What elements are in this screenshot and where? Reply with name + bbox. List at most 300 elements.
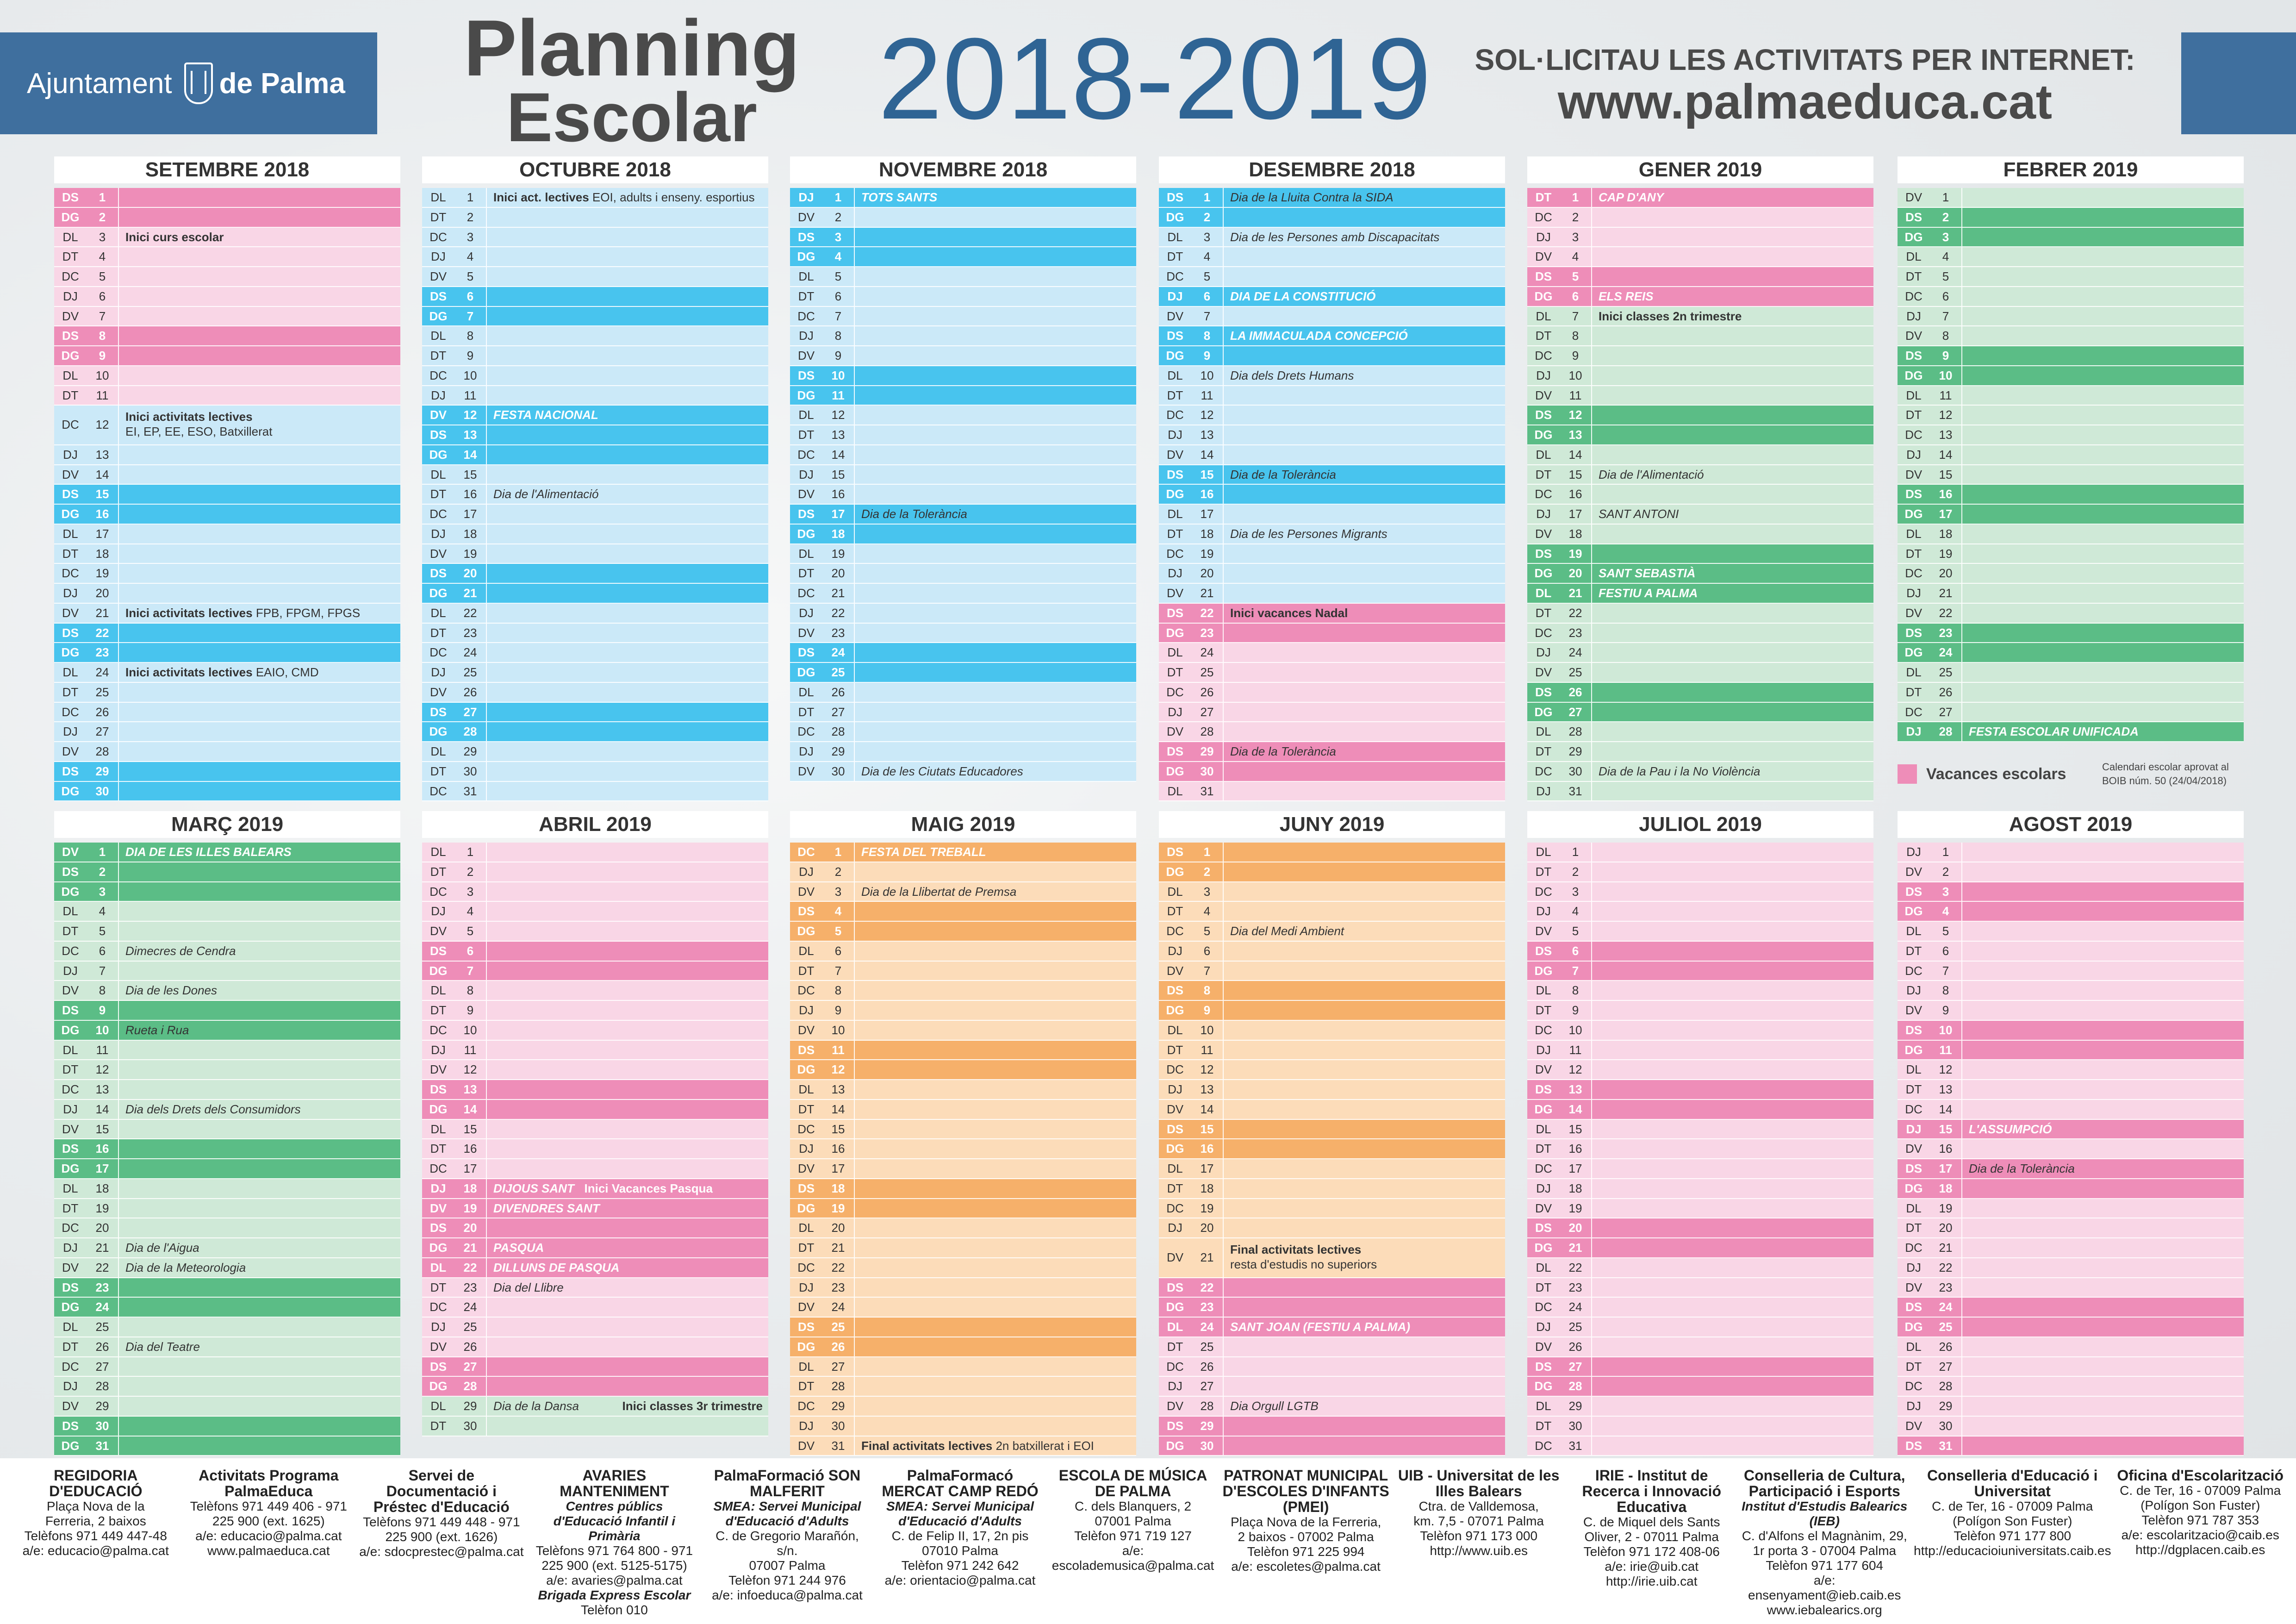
weekday: DS — [1535, 546, 1552, 561]
day-event — [1962, 287, 2244, 306]
day-number: 17 — [87, 1159, 119, 1178]
day-number: 17 — [1930, 1159, 1962, 1178]
day-event — [1224, 624, 1505, 643]
day-event — [487, 326, 768, 345]
day-number: 18 — [822, 1179, 855, 1198]
day-event — [119, 922, 400, 941]
day-event — [855, 922, 1136, 941]
day-row — [1898, 882, 2244, 902]
day-event — [119, 307, 400, 326]
weekday: DJ — [63, 1379, 78, 1393]
day-event — [1224, 1437, 1505, 1455]
day-event — [1592, 1417, 1873, 1436]
day-row — [790, 1218, 1136, 1238]
weekday: DL — [1536, 1260, 1551, 1274]
day-number: 11 — [822, 1041, 855, 1060]
day-number: 16 — [1560, 1139, 1592, 1158]
weekday: DL — [798, 408, 814, 422]
contact-line: a/e: orientacio@palma.cat — [884, 1573, 1036, 1587]
day-event — [1962, 366, 2244, 385]
weekday: DV — [1166, 1250, 1184, 1264]
day-row — [422, 228, 768, 248]
day-event — [1592, 1218, 1873, 1237]
day-event — [1592, 1159, 1873, 1178]
contact-line: http://dgplacen.caib.es — [2135, 1543, 2265, 1557]
day-row — [1898, 247, 2244, 267]
day-event — [1962, 1397, 2244, 1416]
weekday: DT — [1905, 546, 1922, 561]
day-event — [487, 1139, 768, 1158]
day-row — [1159, 1179, 1505, 1199]
day-number: 25 — [87, 1318, 119, 1337]
day-number: 21 — [454, 584, 487, 603]
weekday: DJ — [1168, 1221, 1182, 1235]
day-number: 29 — [822, 1397, 855, 1416]
day-event: Inici act. lectives EOI, adults i enseny. esportius — [493, 190, 755, 204]
day-number: 6 — [1560, 942, 1592, 961]
day-row — [422, 742, 768, 762]
day-number: 16 — [1930, 1139, 1962, 1158]
day-event: Dia de l'Alimentació — [1599, 467, 1704, 481]
day-number: 21 — [1560, 1238, 1592, 1257]
day-number: 21 — [1930, 1238, 1962, 1257]
weekday: DC — [62, 566, 79, 581]
weekday: DL — [1535, 586, 1552, 600]
weekday: DJ — [1536, 784, 1551, 798]
contact-line: Oliver, 2 - 07011 Palma — [1584, 1530, 1719, 1544]
day-number: 27 — [1191, 1377, 1224, 1396]
day-event — [119, 1357, 400, 1376]
day-event — [855, 228, 1136, 247]
day-number: 11 — [87, 386, 119, 405]
website-link[interactable]: www.palmaeduca.cat — [1557, 75, 2053, 129]
day-number: 18 — [1191, 525, 1224, 543]
day-row — [1527, 1100, 1873, 1120]
day-row — [422, 683, 768, 703]
day-number: 9 — [822, 346, 855, 365]
contact-title: IRIE - Institut de Recerca i Innovació Educativa — [1582, 1467, 1721, 1515]
day-event: Dia de la Tolerància — [1230, 467, 1336, 481]
weekday: DC — [62, 1082, 79, 1096]
day-row — [1898, 962, 2244, 981]
weekday: DS — [797, 1181, 815, 1195]
day-number: 10 — [1191, 1021, 1224, 1040]
day-row — [790, 1159, 1136, 1179]
day-row — [422, 188, 768, 208]
day-row — [1527, 386, 1873, 406]
day-row — [1527, 366, 1873, 386]
day-event — [855, 1258, 1136, 1277]
day-number: 22 — [87, 624, 119, 643]
day-event — [119, 782, 400, 801]
month-desembre-2018 — [1159, 156, 1505, 801]
weekday: DS — [1166, 1280, 1184, 1294]
day-number: 27 — [1930, 1357, 1962, 1376]
day-event — [487, 267, 768, 286]
weekday: DV — [1905, 1142, 1923, 1156]
weekday: DG — [429, 309, 448, 323]
weekday: DC — [1905, 1241, 1923, 1255]
contact-line: (Polígon Son Fuster) — [2140, 1498, 2260, 1512]
weekday: DC — [797, 1122, 815, 1136]
day-event — [1962, 465, 2244, 484]
day-row — [422, 624, 768, 643]
weekday: DC — [797, 1399, 815, 1413]
day-event — [1592, 1001, 1873, 1020]
day-number: 3 — [454, 228, 487, 247]
day-number: 1 — [822, 843, 855, 862]
day-row — [1527, 1337, 1873, 1357]
day-row — [1898, 1001, 2244, 1021]
day-event — [855, 643, 1136, 662]
weekday: DT — [62, 1062, 79, 1077]
day-number: 30 — [822, 1417, 855, 1436]
day-event: Dia de la Dansa Inici classes 3r trimestre — [493, 1399, 763, 1413]
day-number: 1 — [1930, 188, 1962, 207]
day-row — [54, 287, 400, 307]
day-event — [119, 584, 400, 603]
day-row — [1159, 782, 1505, 802]
weekday: DC — [62, 1359, 79, 1374]
weekday: DL — [1536, 1399, 1551, 1413]
day-row — [1898, 544, 2244, 564]
contact-line: a/e: avaries@palma.cat — [546, 1573, 683, 1587]
day-row — [790, 1179, 1136, 1199]
day-event — [1962, 1179, 2244, 1198]
day-event — [1592, 544, 1873, 563]
day-row — [1159, 1060, 1505, 1080]
day-number: 23 — [822, 624, 855, 643]
day-number: 16 — [822, 1139, 855, 1158]
day-number: 17 — [87, 525, 119, 543]
day-number: 2 — [454, 208, 487, 227]
day-event — [487, 1060, 768, 1079]
day-number: 21 — [822, 1238, 855, 1257]
day-event — [487, 247, 768, 266]
day-row — [790, 1377, 1136, 1397]
footer-contact — [2114, 1468, 2287, 1624]
day-number: 10 — [822, 366, 855, 385]
day-number: 28 — [822, 1377, 855, 1396]
day-event — [1962, 1199, 2244, 1218]
weekday: DJ — [1168, 428, 1182, 442]
weekday: DV — [1535, 665, 1552, 679]
day-number: 22 — [822, 1258, 855, 1277]
day-event — [487, 307, 768, 326]
weekday: DG — [797, 1062, 815, 1077]
weekday: DJ — [1168, 943, 1182, 958]
weekday: DC — [797, 447, 815, 462]
weekday: DC — [1905, 963, 1923, 978]
day-row — [54, 228, 400, 248]
weekday: DJ — [1906, 1399, 1921, 1413]
month-title: SETEMBRE 2018 — [54, 156, 400, 183]
day-event — [1592, 722, 1873, 741]
day-event — [1592, 326, 1873, 345]
day-number: 5 — [454, 922, 487, 941]
weekday: DT — [1167, 526, 1183, 541]
day-row — [1898, 1337, 2244, 1357]
weekday: DV — [1166, 447, 1184, 462]
day-row — [1527, 1080, 1873, 1100]
day-event — [1224, 1199, 1505, 1218]
day-number: 19 — [454, 1199, 487, 1218]
day-row — [54, 465, 400, 485]
day-number: 10 — [87, 1021, 119, 1040]
day-row — [54, 703, 400, 723]
weekday: DS — [62, 1142, 79, 1156]
weekday: DG — [797, 526, 815, 541]
month-title: GENER 2019 — [1527, 156, 1873, 183]
day-row — [422, 1001, 768, 1021]
day-row — [422, 366, 768, 386]
day-number: 21 — [87, 1238, 119, 1257]
day-row — [1898, 902, 2244, 922]
day-number: 23 — [1191, 624, 1224, 643]
day-event: DIJOUS SANT Inici Vacances Pasqua — [493, 1181, 713, 1195]
day-row — [790, 1041, 1136, 1061]
day-event — [1962, 942, 2244, 961]
day-row — [422, 1159, 768, 1179]
day-event — [1962, 1041, 2244, 1060]
day-event — [1592, 366, 1873, 385]
weekday: DS — [429, 1359, 447, 1374]
day-number: 2 — [1560, 208, 1592, 227]
weekday: DJ — [1906, 447, 1921, 462]
contact-subtitle: SMEA: Servei Municipal d'Educació d'Adults — [713, 1499, 861, 1528]
weekday: DT — [430, 487, 447, 501]
day-number: 29 — [87, 1397, 119, 1416]
weekday: DL — [430, 329, 446, 343]
weekday: DL — [62, 665, 78, 679]
day-row — [422, 1337, 768, 1357]
day-number: 31 — [1930, 1437, 1962, 1455]
day-row — [1527, 525, 1873, 544]
day-event — [1962, 1001, 2244, 1020]
weekday: DG — [1534, 1379, 1553, 1393]
day-event — [1592, 247, 1873, 266]
day-event — [1962, 346, 2244, 365]
contact-line: Telèfons 971 449 448 - 971 — [363, 1515, 520, 1529]
day-event — [119, 1218, 400, 1237]
weekday: DL — [1536, 983, 1551, 998]
day-event — [855, 862, 1136, 881]
day-event — [119, 862, 400, 881]
day-number: 1 — [454, 188, 487, 207]
day-number: 18 — [1191, 1179, 1224, 1198]
day-event — [119, 1139, 400, 1158]
day-row — [790, 1001, 1136, 1021]
day-number: 8 — [87, 326, 119, 345]
weekday: DT — [62, 546, 79, 561]
day-row — [1898, 307, 2244, 327]
day-row — [790, 584, 1136, 604]
day-row — [790, 346, 1136, 366]
day-number: 14 — [1930, 445, 1962, 464]
weekday: DL — [430, 190, 446, 204]
day-event: SANT SEBASTIÀ — [1599, 566, 1696, 581]
day-number: 13 — [822, 425, 855, 444]
day-event — [487, 584, 768, 603]
weekday: DT — [798, 705, 815, 719]
weekday: DJ — [431, 1320, 446, 1334]
day-row — [790, 1080, 1136, 1100]
weekday: DV — [1166, 963, 1184, 978]
weekday: DL — [1167, 1320, 1183, 1334]
day-row — [422, 1041, 768, 1061]
day-number: 7 — [87, 307, 119, 326]
day-row — [1898, 1278, 2244, 1298]
day-event — [1962, 643, 2244, 662]
weekday: DT — [430, 1142, 447, 1156]
day-row — [1898, 663, 2244, 683]
day-row — [422, 247, 768, 267]
day-row — [422, 1377, 768, 1397]
weekday: DT — [1535, 1142, 1552, 1156]
day-event — [487, 465, 768, 484]
day-event — [119, 643, 400, 662]
weekday: DV — [797, 764, 815, 778]
contact-line: C. d'Alfons el Magnànim, 29, — [1742, 1529, 1907, 1543]
day-row — [422, 703, 768, 723]
weekday: DJ — [431, 526, 446, 541]
day-event: SANT ANTONI — [1599, 507, 1679, 521]
contact-line: Telèfons 971 449 406 - 971 — [190, 1499, 348, 1513]
day-number: 4 — [822, 247, 855, 266]
weekday: DJ — [63, 963, 78, 978]
contact-line: a/e: irie@uib.cat — [1605, 1559, 1699, 1574]
day-event — [855, 326, 1136, 345]
day-event — [1224, 843, 1505, 862]
day-number: 28 — [454, 1377, 487, 1396]
weekday: DS — [797, 368, 815, 382]
weekday: DL — [1167, 230, 1183, 244]
month-mar-2019 — [54, 811, 400, 1456]
day-event — [119, 722, 400, 741]
legend-note: Calendari escolar aprovat al BOIB núm. 50 (24/04/2018) — [2102, 761, 2229, 787]
contact-line: C. dels Blanquers, 2 — [1074, 1499, 1192, 1513]
weekday: DC — [62, 943, 79, 958]
day-event — [855, 1199, 1136, 1218]
day-row — [1159, 228, 1505, 248]
day-number: 18 — [454, 525, 487, 543]
day-number: 13 — [1560, 425, 1592, 444]
day-event — [487, 1159, 768, 1178]
day-event — [1224, 1001, 1505, 1020]
day-row — [1527, 1238, 1873, 1258]
weekday: DL — [430, 1399, 446, 1413]
day-row — [54, 485, 400, 505]
day-number: 23 — [1560, 1278, 1592, 1297]
day-row — [1159, 564, 1505, 584]
school-year: 2018-2019 — [878, 14, 1431, 143]
day-row — [422, 1060, 768, 1080]
weekday: DS — [62, 1280, 79, 1294]
weekday: DS — [62, 864, 79, 879]
weekday: DL — [1906, 388, 1922, 402]
day-row — [422, 1278, 768, 1298]
weekday: DT — [430, 1418, 447, 1433]
day-event: Dia dels Drets dels Consumidors — [125, 1102, 301, 1116]
contact-title: Conselleria de Cultura, Participació i Esports — [1743, 1467, 1905, 1499]
day-row — [1898, 1100, 2244, 1120]
weekday: DG — [1904, 645, 1923, 660]
day-row — [422, 843, 768, 862]
day-number: 14 — [822, 1100, 855, 1119]
weekday: DS — [1905, 625, 1923, 640]
day-number: 9 — [87, 1001, 119, 1020]
day-number: 15 — [1191, 1120, 1224, 1139]
day-number: 22 — [454, 604, 487, 623]
day-number: 2 — [1191, 208, 1224, 227]
day-event — [1962, 882, 2244, 901]
day-row — [1898, 366, 2244, 386]
day-event — [1592, 1377, 1873, 1396]
day-event: PASQUA — [493, 1241, 544, 1255]
weekday: DT — [1905, 408, 1922, 422]
day-number: 5 — [454, 267, 487, 286]
day-number: 26 — [1560, 1337, 1592, 1356]
day-number: 15 — [454, 1120, 487, 1139]
day-row — [54, 1001, 400, 1021]
weekday: DS — [1166, 329, 1184, 343]
day-row — [422, 1179, 768, 1199]
day-event: L'ASSUMPCIÓ — [1969, 1122, 2052, 1136]
day-number: 28 — [822, 722, 855, 741]
day-row — [54, 1397, 400, 1417]
day-row — [1159, 346, 1505, 366]
day-number: 10 — [87, 366, 119, 385]
day-event — [1592, 525, 1873, 543]
day-number: 7 — [1191, 307, 1224, 326]
day-row — [1527, 1377, 1873, 1397]
contact-line: Telèfon 010 — [581, 1603, 648, 1617]
weekday: DS — [1905, 210, 1923, 224]
day-row — [1159, 406, 1505, 425]
day-row — [1527, 1437, 1873, 1456]
day-row — [422, 485, 768, 505]
day-event — [1592, 1318, 1873, 1337]
day-row — [1898, 1318, 2244, 1337]
day-number: 29 — [1560, 1397, 1592, 1416]
day-event: FESTA NACIONAL — [493, 408, 598, 422]
day-event: Final activitats lectives resta d'estudis no superiors — [1230, 1243, 1377, 1271]
day-row — [1527, 1021, 1873, 1041]
weekday: DT — [1167, 665, 1183, 679]
weekday: DC — [62, 418, 79, 432]
day-event — [487, 762, 768, 781]
day-number: 10 — [1560, 1021, 1592, 1040]
day-number: 20 — [822, 564, 855, 583]
day-event — [1592, 1278, 1873, 1297]
day-number: 13 — [87, 1080, 119, 1099]
contact-line: C. de Ter, 16 - 07009 Palma — [1932, 1499, 2093, 1513]
day-event — [1224, 1417, 1505, 1436]
day-number: 9 — [822, 1001, 855, 1020]
day-number: 24 — [822, 643, 855, 662]
weekday: DG — [1904, 1320, 1923, 1334]
weekday: DV — [797, 487, 815, 501]
day-event: Dia de les Persones amb Discapacitats — [1230, 230, 1440, 244]
day-number: 13 — [454, 425, 487, 444]
day-event — [1962, 1100, 2244, 1119]
day-number: 4 — [1930, 247, 1962, 266]
crest-icon — [184, 62, 213, 104]
day-number: 23 — [454, 624, 487, 643]
day-row — [790, 307, 1136, 327]
contact-line: Plaça Nova de la — [46, 1499, 145, 1513]
day-row — [54, 1218, 400, 1238]
